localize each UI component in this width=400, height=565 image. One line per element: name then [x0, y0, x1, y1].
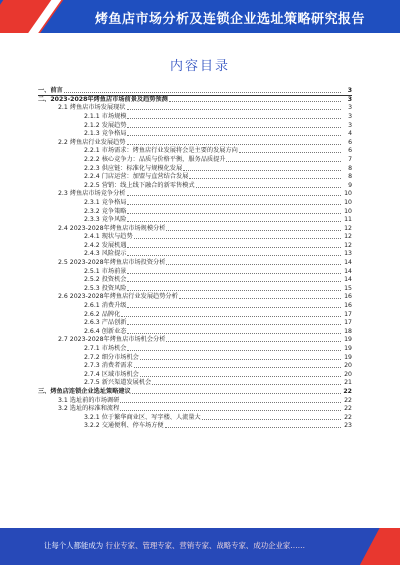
- toc-entry-label: 2.6.4 创新业态: [84, 327, 127, 335]
- toc-leader-dots: [120, 402, 341, 403]
- toc-entry-label: 2.3.1 竞争格局: [84, 198, 127, 206]
- toc-leader-dots: [127, 333, 341, 334]
- toc-entry[interactable]: [38, 387, 352, 396]
- toc-entry[interactable]: [38, 147, 352, 156]
- toc-leader-dots: [226, 161, 341, 162]
- toc-page-number: 14: [344, 276, 352, 284]
- toc-entry[interactable]: [38, 319, 352, 328]
- toc-entry[interactable]: [38, 224, 352, 233]
- toc-page-number: 11: [344, 216, 352, 224]
- toc-page-number: 9: [348, 181, 352, 189]
- toc-leader-dots: [127, 290, 341, 291]
- toc-leader-dots: [127, 135, 341, 136]
- toc-page-number: 19: [344, 353, 352, 361]
- toc-leader-dots: [152, 384, 341, 385]
- toc-entry-label: 3.2.2 交通便利、停车场方便: [84, 422, 164, 430]
- toc-page-number: 14: [344, 259, 352, 267]
- toc-page-number: 3: [348, 121, 352, 129]
- toc-entry-label: 3.2.1 位于繁华商业区、写字楼、人流量大: [84, 413, 201, 421]
- report-title: 烤鱼店市场分析及连锁企业选址策略研究报告: [94, 12, 365, 27]
- toc-entry[interactable]: [38, 258, 352, 267]
- toc-leader-dots: [127, 247, 341, 248]
- toc-entry[interactable]: [38, 86, 352, 95]
- toc-entry[interactable]: [38, 405, 352, 414]
- toc-entry[interactable]: [38, 104, 352, 113]
- toc-entry-label: 2.7.1 市场机会: [84, 345, 127, 352]
- toc-leader-dots: [183, 170, 341, 171]
- toc-entry[interactable]: [38, 276, 352, 285]
- toc-entry[interactable]: [38, 379, 352, 388]
- toc-entry-label: 二、2023-2028年烤鱼店市场前景及趋势预测: [38, 95, 168, 103]
- toc-leader-dots: [127, 255, 341, 256]
- toc-leader-dots: [166, 264, 341, 265]
- toc-leader-dots: [140, 359, 341, 360]
- toc-entry[interactable]: [38, 198, 352, 207]
- toc-entry[interactable]: [38, 310, 352, 319]
- toc-entry[interactable]: [38, 344, 352, 353]
- toc-page-number: 6: [348, 147, 352, 155]
- toc-leader-dots: [127, 127, 341, 128]
- toc-page-number: 17: [344, 319, 352, 327]
- toc-heading: 内容目录: [169, 59, 230, 74]
- toc-leader-dots: [166, 341, 341, 342]
- toc-entry-label: 2.6.1 消费升级: [84, 302, 127, 310]
- toc-entry-label: 2.5.1 市场前景: [84, 267, 127, 275]
- toc-entry-label: 2.4.2 发展机遇: [84, 241, 127, 249]
- toc-entry[interactable]: [38, 112, 352, 121]
- toc-entry-label: 2.2.5 营销：线上线下融合的新零售模式: [84, 181, 195, 189]
- toc-entry[interactable]: [38, 241, 352, 250]
- toc-page-number: 3: [348, 104, 352, 112]
- toc-leader-dots: [127, 213, 341, 214]
- toc-page-number: 23: [344, 422, 352, 430]
- toc-page-number: 13: [344, 250, 352, 258]
- toc-entry[interactable]: [38, 422, 352, 431]
- toc-page-number: 12: [344, 224, 352, 232]
- page-header: [0, 0, 400, 33]
- toc-page-number: 10: [344, 198, 352, 206]
- toc-entry-label: 2.2.4 门店运营：加盟与直营结合发展: [84, 173, 189, 181]
- toc-page-number: 8: [348, 173, 352, 181]
- toc-entry[interactable]: [38, 353, 352, 362]
- toc-leader-dots: [121, 316, 341, 317]
- toc-leader-dots: [169, 101, 341, 102]
- toc-leader-dots: [64, 92, 341, 93]
- toc-leader-dots: [239, 152, 341, 153]
- toc-entry-label: 2.1.3 竞争格局: [84, 130, 127, 138]
- toc-leader-dots: [140, 376, 341, 377]
- toc-entry[interactable]: [38, 336, 352, 345]
- toc-entry-label: 2.2 烤鱼店行业发展趋势: [58, 138, 126, 146]
- toc-entry[interactable]: [38, 190, 352, 199]
- toc-page-number: 22: [343, 387, 352, 395]
- toc-leader-dots: [127, 273, 341, 274]
- toc-page-number: 3: [347, 95, 352, 103]
- toc-leader-dots: [127, 350, 341, 351]
- toc-page-number: 8: [348, 164, 352, 172]
- toc-leader-dots: [179, 298, 341, 299]
- toc-entry[interactable]: [38, 233, 352, 242]
- toc-entry[interactable]: [38, 95, 352, 104]
- toc-entry[interactable]: [38, 250, 352, 259]
- toc-entry[interactable]: [38, 327, 352, 336]
- footer-lead: 让每个人都能成为: [44, 541, 104, 550]
- toc-entry[interactable]: [38, 207, 352, 216]
- footer-roles: 行业专家、管理专家、营销专家、战略专家、成功企业家……: [105, 541, 306, 550]
- toc-leader-dots: [127, 204, 341, 205]
- toc-leader-dots: [189, 178, 341, 179]
- toc-leader-dots: [132, 393, 341, 394]
- toc-page-number: 4: [348, 130, 352, 138]
- toc-entry[interactable]: [38, 293, 352, 302]
- toc-entry-label: 2.7.4 区域市场机会: [84, 370, 139, 378]
- toc-page-number: 22: [344, 405, 352, 413]
- toc-entry-label: 2.1.2 发展趋势: [84, 121, 127, 129]
- toc-entry-label: 2.6 2023-2028年烤鱼店行业发展趋势分析: [58, 293, 178, 301]
- toc-page-number: 22: [344, 396, 352, 404]
- toc-entry-label: 3.1 选址前的市场调研: [58, 396, 120, 404]
- toc-entry-label: 2.2.2 核心竞争力：品质与价格平衡，服务品质提升: [84, 155, 226, 163]
- toc-leader-dots: [127, 118, 341, 119]
- toc-entry-label: 三、烤鱼店连锁企业选址策略建议: [38, 387, 131, 395]
- toc-entry[interactable]: [38, 267, 352, 276]
- toc-leader-dots: [196, 187, 341, 188]
- toc-page-number: 17: [344, 310, 352, 318]
- toc-entry[interactable]: [38, 138, 352, 147]
- toc-leader-dots: [127, 281, 341, 282]
- toc-page-number: 6: [348, 138, 352, 146]
- toc-entry-label: 2.5.3 投资风险: [84, 284, 127, 292]
- toc-entry-label: 2.5.2 投资机会: [84, 276, 127, 284]
- toc-entry[interactable]: [38, 181, 352, 190]
- toc-entry[interactable]: [38, 396, 352, 405]
- toc-page-number: 20: [344, 362, 352, 370]
- toc-leader-dots: [127, 144, 342, 145]
- toc-entry-label: 2.2.3 供应链：标准化与规模化发展: [84, 164, 183, 172]
- toc-entry-label: 2.4.3 风险提示: [84, 250, 127, 258]
- toc-leader-dots: [120, 410, 341, 411]
- toc-page-number: 20: [344, 370, 352, 378]
- page-footer: [0, 528, 400, 565]
- toc-page-number: 22: [344, 413, 352, 421]
- toc-page-number: 16: [344, 302, 352, 310]
- toc-entry[interactable]: [38, 130, 352, 139]
- toc-entry-label: 2.6.2 品牌化: [84, 310, 121, 318]
- toc-entry[interactable]: [38, 155, 352, 164]
- toc-entry-label: 2.6.3 产品创新: [84, 319, 127, 327]
- toc-page-number: 10: [344, 207, 352, 215]
- toc-entry[interactable]: [38, 173, 352, 182]
- toc-entry-label: 2.7.5 新兴渠道发展机会: [84, 379, 152, 387]
- toc-entry-label: 2.3.2 竞争策略: [84, 207, 127, 215]
- toc-entry-label: 2.2.1 市场需求：烤鱼店行业发展将会是主要的发展方向: [84, 147, 238, 155]
- red-footer-corner: [354, 528, 400, 565]
- toc-entry[interactable]: [38, 164, 352, 173]
- toc-page-number: 12: [344, 233, 352, 241]
- toc-entry[interactable]: [38, 370, 352, 379]
- toc-leader-dots: [134, 367, 341, 368]
- toc-entry-label: 2.1.1 市场规模: [84, 112, 127, 120]
- toc-page-number: 16: [344, 293, 352, 301]
- toc-entry-label: 3.2 选址的标准和流程: [58, 405, 120, 413]
- toc-entry-label: 2.4 2023-2028年烤鱼店市场规模分析: [58, 224, 166, 232]
- toc-page-number: 7: [348, 155, 352, 163]
- toc-leader-dots: [127, 307, 341, 308]
- toc-leader-dots: [165, 427, 341, 428]
- toc-leader-dots: [127, 324, 341, 325]
- toc-page-number: 3: [347, 86, 352, 94]
- toc-entry[interactable]: [38, 301, 352, 310]
- toc-entry-label: 2.7 2023-2028年烤鱼店市场机会分析: [58, 336, 166, 344]
- toc-entry-label: 2.4.1 现状与趋势: [84, 233, 133, 241]
- toc-entry[interactable]: [38, 216, 352, 225]
- toc-leader-dots: [134, 238, 341, 239]
- toc-entry-label: 2.7.3 消费者需求: [84, 362, 133, 370]
- toc-entry[interactable]: [38, 413, 352, 422]
- toc-leader-dots: [127, 109, 342, 110]
- toc-entry[interactable]: [38, 284, 352, 293]
- toc-entry-label: 2.5 2023-2028年烤鱼店市场投资分析: [58, 259, 166, 267]
- toc-entry-label: 2.3.3 竞争风险: [84, 216, 127, 224]
- toc-page-number: 19: [344, 336, 352, 344]
- toc-entry-label: 一、前言: [38, 86, 63, 94]
- toc-entry[interactable]: [38, 362, 352, 371]
- toc-page-number: 12: [344, 241, 352, 249]
- toc-page-number: 19: [344, 345, 352, 352]
- toc-entry-label: 2.7.2 细分市场机会: [84, 353, 139, 361]
- toc-entry[interactable]: [38, 121, 352, 130]
- footer-slogan: [44, 540, 305, 551]
- toc-leader-dots: [127, 195, 342, 196]
- toc-leader-dots: [202, 419, 341, 420]
- toc-page-number: 21: [344, 379, 352, 387]
- toc-page-number: 14: [344, 267, 352, 275]
- toc-entry-label: 2.3 烤鱼店市场竞争分析: [58, 190, 126, 198]
- toc-entry-label: 2.1 烤鱼店市场发展现状: [58, 104, 126, 112]
- toc-page-number: 15: [344, 284, 352, 292]
- toc-page-number: 10: [344, 190, 352, 198]
- toc-leader-dots: [166, 230, 341, 231]
- toc-page-number: 18: [344, 327, 352, 335]
- toc-page-number: 3: [348, 112, 352, 120]
- table-of-contents: [38, 86, 352, 430]
- toc-leader-dots: [127, 221, 341, 222]
